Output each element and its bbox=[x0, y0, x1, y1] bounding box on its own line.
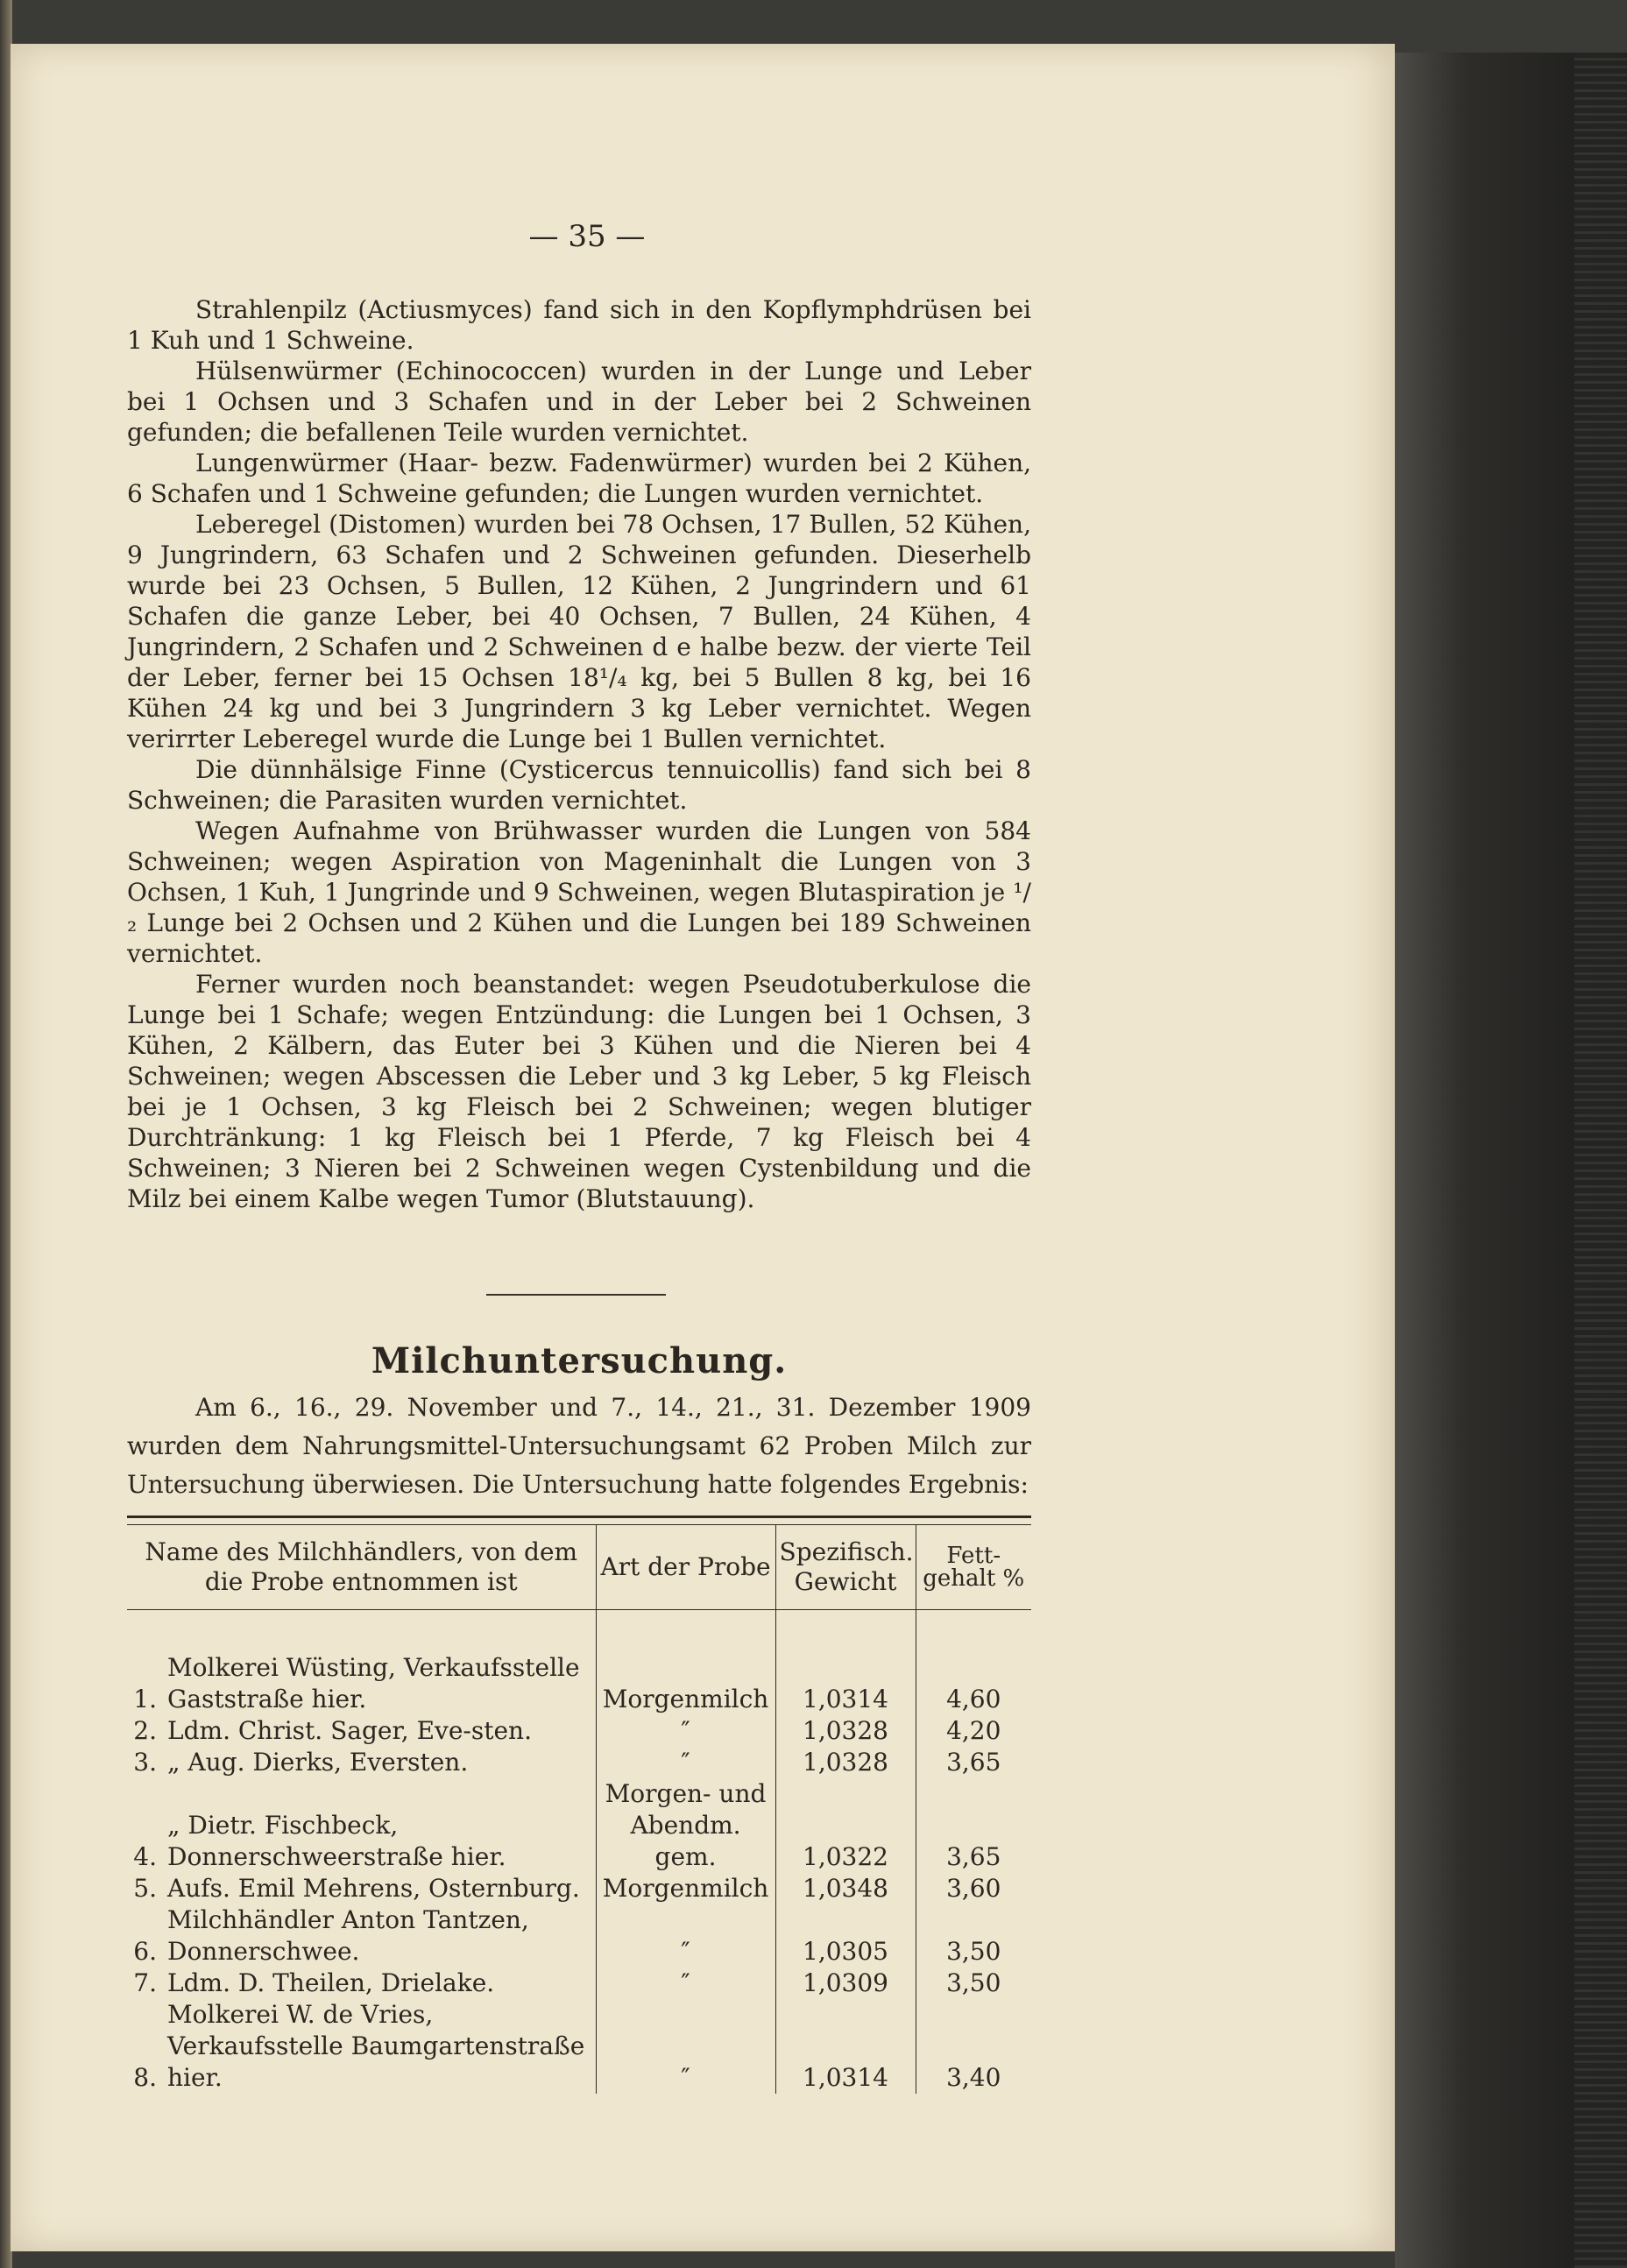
table-row bbox=[127, 1873, 1031, 1904]
row-number: 5. bbox=[133, 1874, 157, 1903]
milk-table bbox=[127, 1525, 1031, 2094]
row-number: 6. bbox=[133, 1937, 157, 1966]
row-sg: 1,0328 bbox=[775, 1715, 916, 1747]
row-art: ″ bbox=[596, 1999, 775, 2094]
row-fett: 4,20 bbox=[916, 1715, 1031, 1747]
row-fett: 3,65 bbox=[916, 1747, 1031, 1778]
row-sg: 1,0314 bbox=[775, 1610, 916, 1716]
row-sg: 1,0322 bbox=[775, 1778, 916, 1873]
paragraph-beanstandet: Ferner wurden noch beanstandet: wegen Pseudotuberkulose die Lunge bei 1 Schafe; wegen Entzündung: die Lungen bei 1 Ochsen, 3 Kühen, 2 Kälbern, das Euter bei 3 Kühen und die Nieren bei 4 Schweinen; wegen Abscessen die Leber und 3 kg Leber, 5 kg Fleisch bei je 1 Ochsen, 3 kg Fleisch bei 2 Schweinen; wegen blutiger Durchtränkung: 1 kg Fleisch bei 1 Pferde, 7 kg Fleisch bei 4 Schweinen; 3 Nieren bei 2 Schweinen wegen Cystenbildung und die Milz bei einem Kalbe wegen Tumor (Blutstauung). bbox=[127, 970, 1031, 1213]
row-fett: 3,50 bbox=[916, 1904, 1031, 1968]
table-header-row bbox=[127, 1525, 1031, 1610]
row-number: 4. bbox=[133, 1842, 157, 1871]
row-fett: 3,60 bbox=[916, 1873, 1031, 1904]
header-fett: Fett-gehalt % bbox=[916, 1525, 1031, 1610]
row-number: 1. bbox=[133, 1685, 157, 1713]
row-fett: 4,60 bbox=[916, 1610, 1031, 1716]
row-sg: 1,0328 bbox=[775, 1747, 916, 1778]
row-sg: 1,0314 bbox=[775, 1999, 916, 2094]
row-name: Aufs. Emil Mehrens, Osternburg. bbox=[167, 1874, 580, 1903]
row-name: „ Aug. Dierks, Eversten. bbox=[167, 1748, 469, 1777]
row-art: ″ bbox=[596, 1968, 775, 1999]
paragraph-leberegel: Leberegel (Distomen) wurden bei 78 Ochsen, 17 Bullen, 52 Kühen, 9 Jungrindern, 63 Schafen und 2 Schweinen gefunden. Dieserhelb wurde bei 23 Ochsen, 5 Bullen, 12 Kühen, 2 Jungrindern und 61 Schafen die ganze Leber, bei 40 Ochsen, 7 Bullen, 24 Kühen, 4 Jungrindern, 2 Schafen und 2 Schweinen d e halbe bezw. der vierte Teil der Leber, ferner bei 15 Ochsen 18¹/₄ kg, bei 5 Bullen 8 kg, bei 16 Kühen 24 kg und bei 3 Jungrindern 3 kg Leber vernichtet. Wegen verirrter Leberegel wurde die Lunge bei 1 Bullen vernichtet. bbox=[127, 510, 1031, 753]
milk-table-container bbox=[127, 1516, 1031, 2094]
table-row bbox=[127, 1715, 1031, 1747]
row-name: Milchhändler Anton Tantzen, Donnerschwee. bbox=[167, 1905, 529, 1966]
page-number: — 35 — bbox=[528, 219, 646, 254]
body-text bbox=[127, 294, 1031, 1214]
table-row bbox=[127, 1747, 1031, 1778]
row-number: 2. bbox=[133, 1716, 157, 1745]
row-name: „ Dietr. Fischbeck, Donnerschweerstraße hier. bbox=[167, 1811, 506, 1871]
header-sg: Spezifisch. Gewicht bbox=[775, 1525, 916, 1610]
row-art: ″ bbox=[596, 1904, 775, 1968]
header-name: Name des Milchhändlers, von dem die Probe entnommen ist bbox=[127, 1525, 596, 1610]
section-heading: Milchuntersuchung. bbox=[371, 1340, 788, 1381]
row-name: Molkerei W. de Vries, Verkaufsstelle Baumgartenstraße hier. bbox=[167, 2000, 585, 2092]
paragraph-huelsenwuermer: Hülsenwürmer (Echinococcen) wurden in der Lunge und Leber bei 1 Ochsen und 3 Schafen und in der Leber bei 2 Schweinen gefunden; die befallenen Teile wurden vernichtet. bbox=[127, 357, 1031, 447]
row-number: 3. bbox=[133, 1748, 157, 1777]
row-art: Morgenmilch bbox=[596, 1610, 775, 1716]
book-spine-strip bbox=[1574, 53, 1627, 2268]
paragraph-lungenwuermer: Lungenwürmer (Haar- bezw. Fadenwürmer) wurden bei 2 Kühen, 6 Schafen und 1 Schweine gefunden; die Lungen wurden vernichtet. bbox=[127, 449, 1031, 508]
row-number: 7. bbox=[133, 1968, 157, 1997]
row-art: Morgen- und Abendm. gem. bbox=[596, 1778, 775, 1873]
milk-intro bbox=[127, 1388, 1031, 1504]
table-row bbox=[127, 1778, 1031, 1873]
row-fett: 3,40 bbox=[916, 1999, 1031, 2094]
row-sg: 1,0348 bbox=[775, 1873, 916, 1904]
row-name: Ldm. D. Theilen, Drielake. bbox=[167, 1968, 495, 1997]
row-art: ″ bbox=[596, 1747, 775, 1778]
paragraph-strahlenpilz: Strahlenpilz (Actiusmyces) fand sich in den Kopflymphdrüsen bei 1 Kuh und 1 Schweine. bbox=[127, 295, 1031, 355]
row-name: Molkerei Wüsting, Verkaufsstelle Gaststraße hier. bbox=[167, 1653, 580, 1713]
milk-intro-paragraph: Am 6., 16., 29. November und 7., 14., 21., 31. Dezember 1909 wurden dem Nahrungsmittel-Untersuchungsamt 62 Proben Milch zur Untersuchung überwiesen. Die Untersuchung hatte folgendes Ergebnis: bbox=[127, 1393, 1031, 1499]
row-number: 8. bbox=[133, 2063, 157, 2092]
row-art: ″ bbox=[596, 1715, 775, 1747]
paragraph-bruehwasser: Wegen Aufnahme von Brühwasser wurden die Lungen von 584 Schweinen; wegen Aspiration von Mageninhalt die Lungen von 3 Ochsen, 1 Kuh, 1 Jungrinde und 9 Schweinen, wegen Blutaspiration je ¹/₂ Lunge bei 2 Ochsen und 2 Kühen und die Lungen bei 189 Schweinen vernichtet. bbox=[127, 816, 1031, 968]
table-row bbox=[127, 1968, 1031, 1999]
paragraph-finne: Die dünnhälsige Finne (Cysticercus tennuicollis) fand sich bei 8 Schweinen; die Parasiten wurden vernichtet. bbox=[127, 755, 1031, 815]
row-fett: 3,50 bbox=[916, 1968, 1031, 1999]
row-sg: 1,0309 bbox=[775, 1968, 916, 1999]
row-sg: 1,0305 bbox=[775, 1904, 916, 1968]
row-art: Morgenmilch bbox=[596, 1873, 775, 1904]
table-top-rule bbox=[127, 1516, 1031, 1525]
table-row bbox=[127, 1999, 1031, 2094]
table-row bbox=[127, 1904, 1031, 1968]
row-name: Ldm. Christ. Sager, Eve-sten. bbox=[167, 1716, 532, 1745]
row-fett: 3,65 bbox=[916, 1778, 1031, 1873]
section-divider bbox=[486, 1294, 666, 1296]
table-row bbox=[127, 1610, 1031, 1716]
header-art: Art der Probe bbox=[596, 1525, 775, 1610]
